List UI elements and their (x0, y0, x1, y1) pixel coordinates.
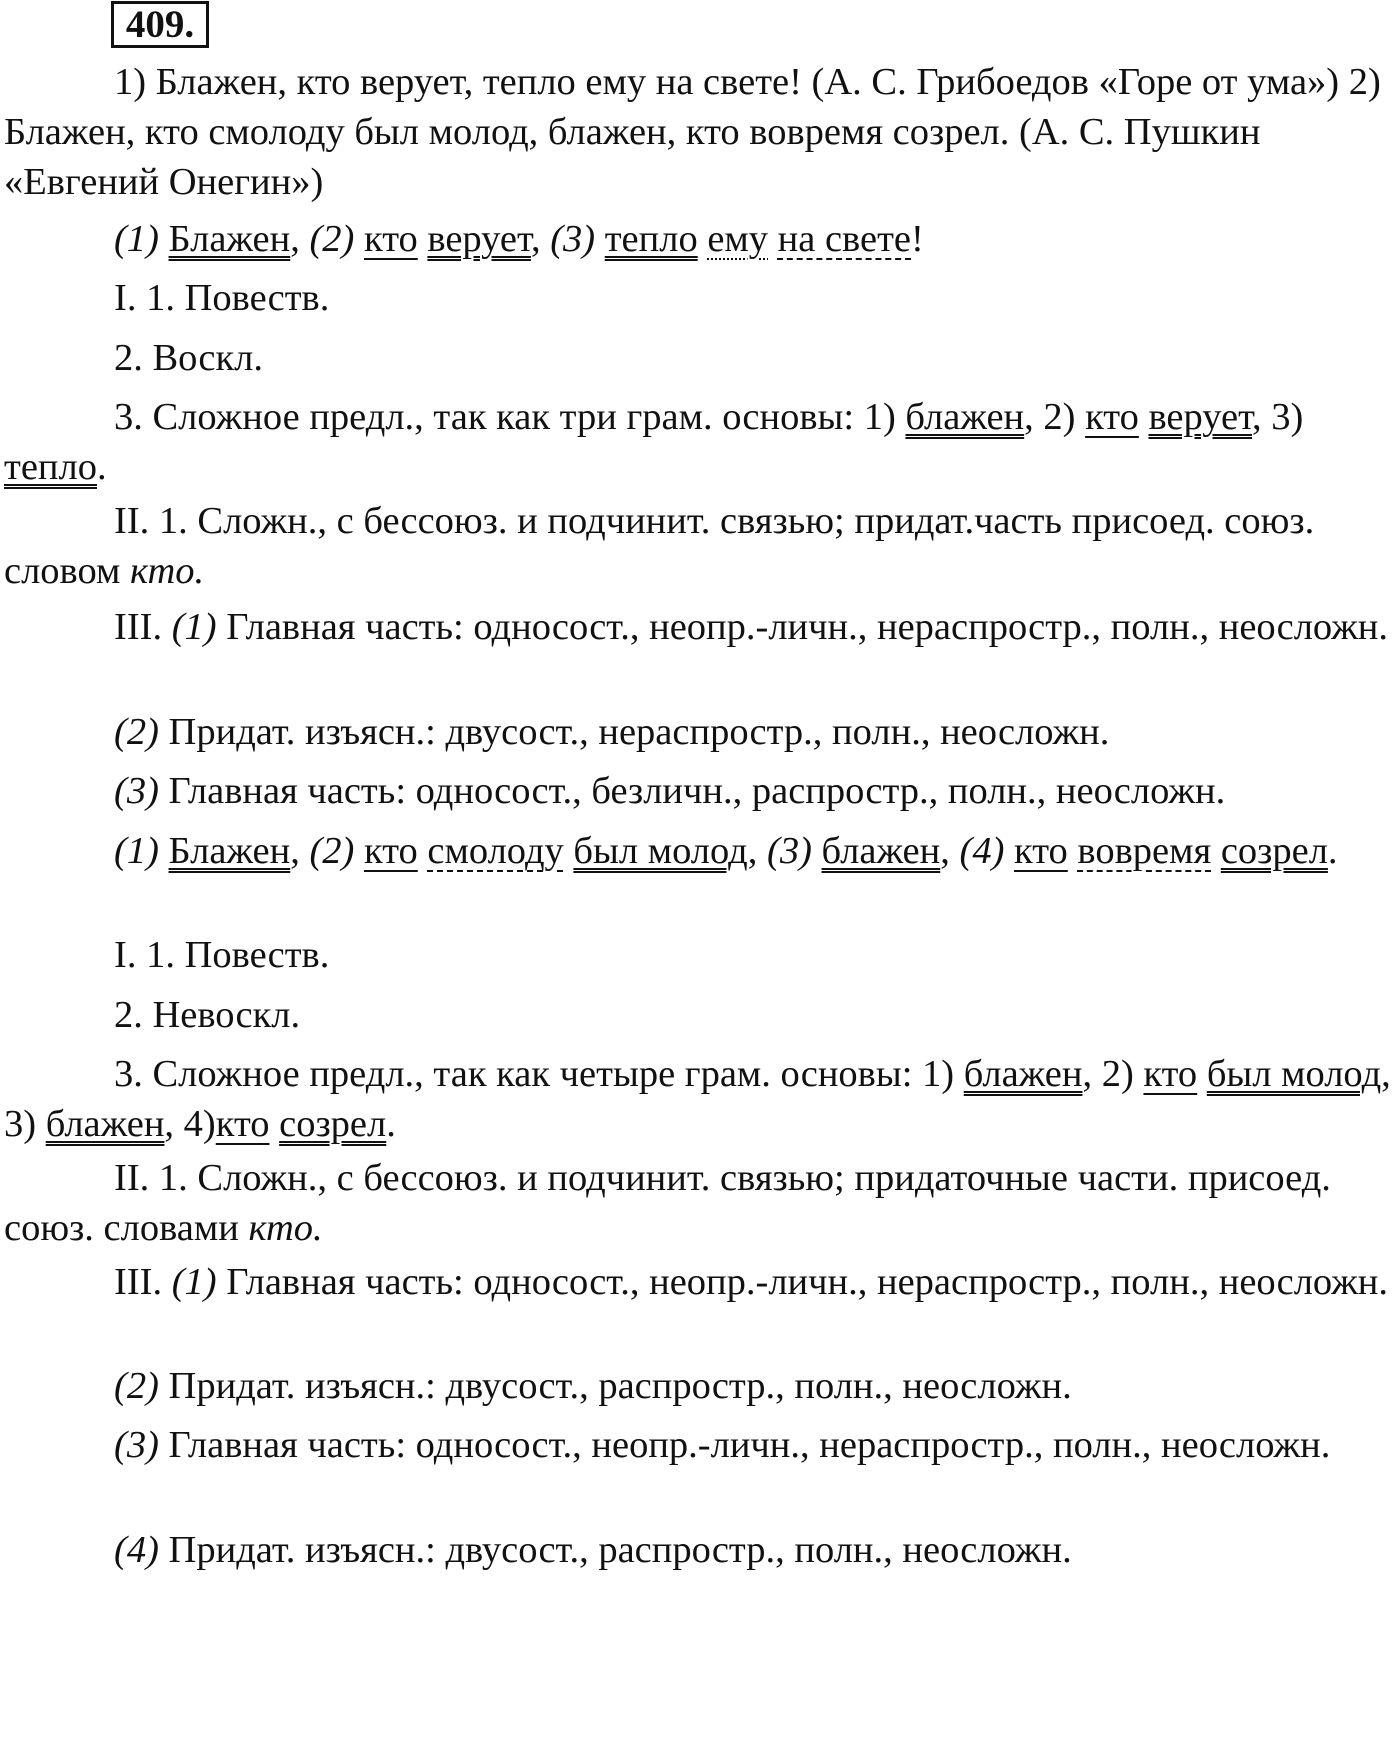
part-number: (2) (309, 830, 355, 872)
punctuation: , (290, 830, 300, 872)
part-number: (3) (114, 1424, 159, 1466)
part-number: (2) (114, 1365, 159, 1407)
punctuation: . (386, 1103, 396, 1145)
predicate-word: блажен (45, 1103, 165, 1145)
section-number: III. (114, 606, 163, 648)
analysis1-part-3 (4, 766, 1396, 816)
separator: 3) (1271, 396, 1304, 438)
intro-paragraph (4, 57, 1396, 207)
analysis1-point-bases (4, 392, 1396, 492)
separator: , 2) (1024, 396, 1076, 438)
part-number: (1) (171, 606, 217, 648)
subject-word: кто (364, 218, 418, 260)
part-description: Главная часть: односост., неопр.-личн., нераспростр., полн., неосложн. (226, 1261, 1389, 1303)
part-description: Главная часть: односост., безличн., распростр., полн., неосложн. (168, 770, 1226, 812)
predicate-word: Блажен (168, 218, 291, 260)
punctuation: , (940, 830, 950, 872)
subject-word: кто (1014, 830, 1068, 872)
predicate-word: верует (1148, 396, 1253, 438)
punctuation: . (96, 446, 107, 488)
analysis1-sentence (4, 214, 1396, 264)
analysis2-point-type: I. 1. Повеств. (114, 934, 330, 976)
analysis1-point-structure (4, 496, 1396, 596)
analysis1-point-type: I. 1. Повеств. (114, 277, 330, 319)
analysis1-point-intonation: 2. Воскл. (114, 337, 264, 379)
predicate-word: блажен (905, 396, 1025, 438)
intro-sentence-2: 2) Блажен, кто смолоду был молод, блажен, кто вовремя созрел. (А. С. Пушкин «Евгений Онегин») (4, 61, 1381, 203)
analysis1-part-2 (4, 707, 1396, 757)
analysis1-part-1 (4, 602, 1396, 652)
analysis2-point-intonation: 2. Невоскл. (114, 994, 301, 1036)
circumstance-word: на свете (777, 218, 912, 260)
circumstance-word: вовремя (1077, 830, 1212, 872)
punctuation: , (530, 218, 541, 260)
predicate-word: тепло (4, 446, 97, 488)
circumstance-word: смолоду (427, 830, 564, 872)
separator: , (1252, 396, 1262, 438)
analysis2-point-bases (4, 1049, 1396, 1149)
part-description: Главная часть: односост., неопр.-личн., нераспростр., полн., неосложн. (226, 606, 1389, 648)
bases-text: 3. Сложное предл., так как три грам. основы: 1) (114, 396, 896, 438)
part-number: (2) (114, 711, 159, 753)
structure-text: II. 1. Сложн., с бессоюз. и подчинит. связью; придат.часть присоед. союз. словом (4, 500, 1315, 592)
predicate-word: верует (427, 218, 531, 260)
punctuation: , (290, 218, 300, 260)
predicate-word: блажен (821, 830, 941, 872)
part-description: Придат. изъясн.: двусост., распростр., полн., неосложн. (168, 1365, 1072, 1407)
section-number: III. (114, 1261, 163, 1303)
part-number: (3) (550, 218, 596, 260)
part-number: (2) (309, 218, 355, 260)
part-number: (3) (114, 770, 159, 812)
part-description: Главная часть: односост., неопр.-личн., нераспростр., полн., неосложн. (168, 1424, 1331, 1466)
part-number: (4) (959, 830, 1005, 872)
predicate-word: созрел (279, 1103, 387, 1145)
part-description: Придат. изъясн.: двусост., распростр., полн., неосложн. (168, 1529, 1072, 1571)
analysis2-part-3 (4, 1420, 1396, 1470)
separator: , 2) (1082, 1053, 1134, 1095)
predicate-word: тепло (604, 218, 698, 260)
analysis2-part-4 (4, 1525, 1396, 1575)
analysis2-sentence (4, 826, 1396, 876)
part-number: (3) (767, 830, 812, 872)
analysis2-point-structure (4, 1153, 1396, 1253)
punctuation: , (747, 830, 758, 872)
exercise-number: 409. (111, 1, 209, 48)
part-description: Придат. изъясн.: двусост., нераспростр., полн., неосложн. (168, 711, 1110, 753)
analysis2-part-1 (4, 1257, 1396, 1307)
part-number: (1) (114, 830, 159, 872)
part-number: (1) (171, 1261, 217, 1303)
separator: , 3) (4, 1053, 1391, 1145)
bases-text: 3. Сложное предл., так как четыре грам. основы: 1) (114, 1053, 955, 1095)
predicate-word: был молод (573, 830, 748, 872)
object-word: ему (707, 218, 769, 260)
punctuation: . (1327, 830, 1338, 872)
predicate-word: был молод (1206, 1053, 1382, 1095)
structure-text: II. 1. Сложн., с бессоюз. и подчинит. связью; придаточные части. присоед. союз. словами (4, 1157, 1331, 1249)
part-number: (1) (114, 218, 159, 260)
predicate-word: блажен (963, 1053, 1083, 1095)
punctuation: ! (911, 218, 924, 260)
analysis2-part-2 (4, 1361, 1396, 1411)
conjunctive-word: кто. (248, 1207, 323, 1249)
intro-sentence-1: 1) Блажен, кто верует, тепло ему на свете! (А. С. Грибоедов «Горе от ума») (114, 61, 1340, 103)
part-number: (4) (114, 1529, 159, 1571)
subject-word: кто (1085, 396, 1139, 438)
separator: , 4) (164, 1103, 216, 1145)
subject-word: кто (1143, 1053, 1198, 1095)
predicate-word: Блажен (168, 830, 291, 872)
subject-word: кто (364, 830, 418, 872)
subject-word: кто (215, 1103, 270, 1145)
conjunctive-word: кто. (129, 550, 205, 592)
predicate-word: созрел (1220, 830, 1328, 872)
